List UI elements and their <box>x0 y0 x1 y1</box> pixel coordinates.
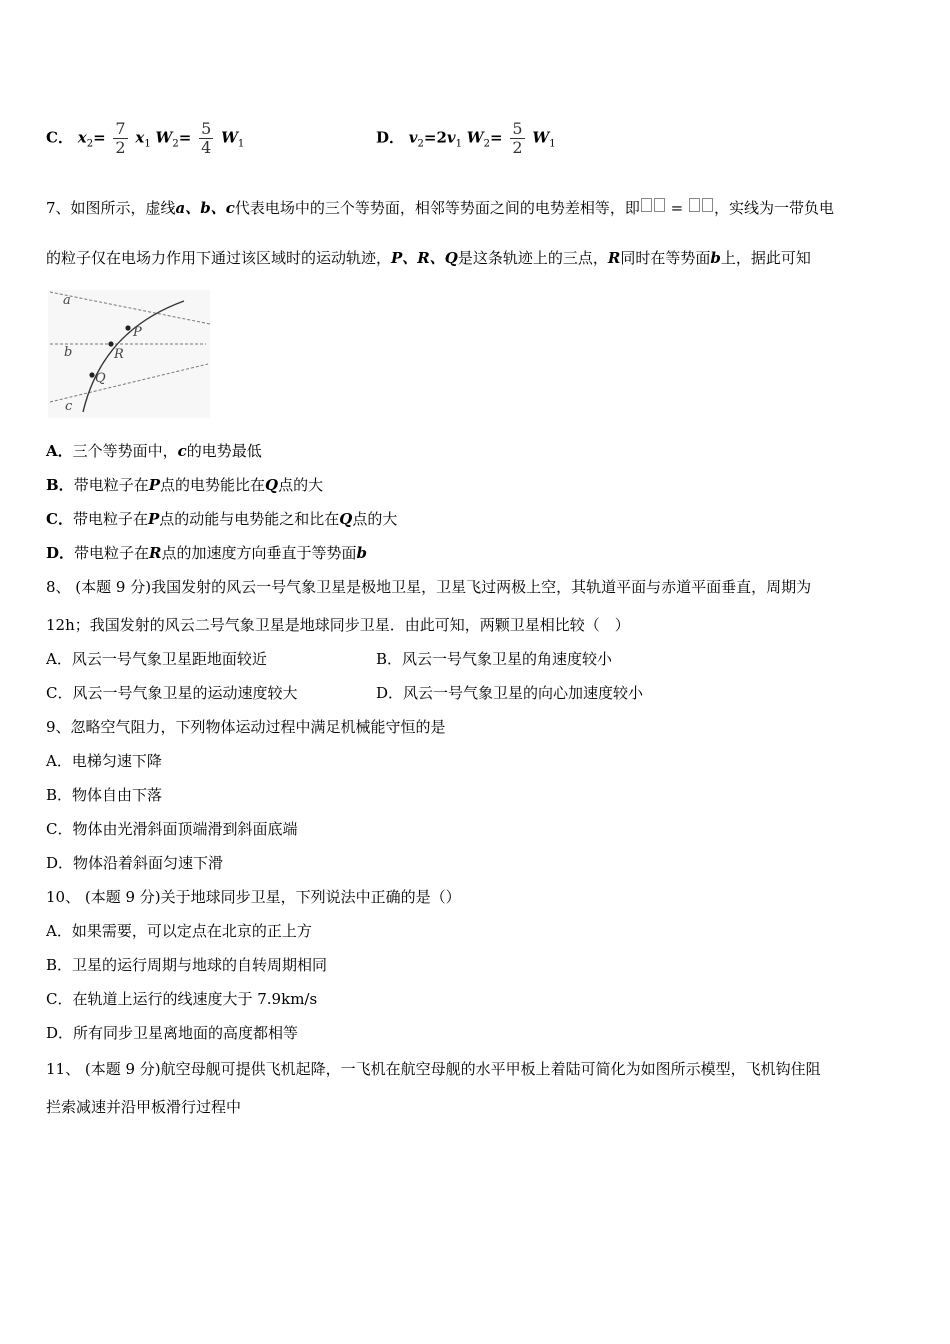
q10-stem: 10、 (本题 9 分)关于地球同步卫星，下列说法中正确的是（） <box>46 888 461 906</box>
q9-option-d: D．物体沿着斜面匀速下滑 <box>46 854 224 872</box>
q8-option-d: D．风云一号气象卫星的向心加速度较小 <box>376 684 644 702</box>
q8-option-b: B．风云一号气象卫星的角速度较小 <box>376 650 613 668</box>
q9-option-b: B．物体自由下落 <box>46 786 163 804</box>
q6-option-c: C． $x_2=$ $\frac{7}{2}$ $x_1$ $W_2=$ $\frac{5}{4}$ $W_1$ <box>46 119 245 157</box>
equipotential-figure <box>48 290 210 418</box>
q8-stem-line2: 12h；我国发射的风云二号气象卫星是地球同步卫星．由此可知，两颗卫星相比较（ ） <box>46 616 630 634</box>
label-q: Q <box>95 371 106 386</box>
fraction-5-2: $\frac{5}{2}$ <box>512 119 523 157</box>
q10-option-c: C．在轨道上运行的线速度大于 7.9km/s <box>46 990 318 1008</box>
q7-stem-line2: 的粒子仅在电场力作用下通过该区域时的运动轨迹，P、R、Q是这条轨迹上的三点，R同时在等势面b上，据此可知 <box>46 249 811 267</box>
label-c: c <box>65 399 73 414</box>
label-a: a <box>63 293 71 308</box>
fraction-5-4: $\frac{5}{4}$ <box>201 119 212 157</box>
q7-option-a: A．三个等势面中，c的电势最低 <box>46 442 262 460</box>
point-r-marker <box>108 341 113 346</box>
q6-option-d: D． $v_2=2v_1$ $W_2=$ $\frac{5}{2}$ $W_1$ <box>376 119 556 157</box>
label-p: P <box>133 325 142 340</box>
q9-stem: 9、忽略空气阻力，下列物体运动过程中满足机械能守恒的是 <box>46 718 446 736</box>
point-p-marker <box>125 325 130 330</box>
q9-option-c: C．物体由光滑斜面顶端滑到斜面底端 <box>46 820 298 838</box>
q7-option-d: D．带电粒子在R点的加速度方向垂直于等势面b <box>46 544 368 562</box>
q8-stem-line1: 8、 (本题 9 分)我国发射的风云一号气象卫星是极地卫星，卫星飞过两极上空，其轨道平面与赤道平面垂直，周期为 <box>46 578 812 596</box>
q7-option-b: B．带电粒子在P点的电势能比在Q点的大 <box>46 476 324 494</box>
label-r: R <box>114 347 124 362</box>
q7-option-c: C．带电粒子在P点的动能与电势能之和比在Q点的大 <box>46 510 398 528</box>
q11-stem-line1: 11、 (本题 9 分)航空母舰可提供飞机起降，一飞机在航空母舰的水平甲板上着陆可简化为如图所示模型，飞机钩住阻 <box>46 1060 821 1078</box>
q7-stem-line1: 7、如图所示，虚线a、b、c代表电场中的三个等势面，相邻等势面之间的电势差相等，即 = ，实线为一带负电 <box>46 199 835 217</box>
q10-option-a: A．如果需要，可以定点在北京的正上方 <box>46 922 312 940</box>
label-b: b <box>64 345 73 360</box>
q10-option-d: D．所有同步卫星离地面的高度都相等 <box>46 1024 299 1042</box>
q11-stem-line2: 拦索减速并沿甲板滑行过程中 <box>46 1098 242 1116</box>
potential-difference-formula-icon: = <box>640 199 714 217</box>
q10-option-b: B．卫星的运行周期与地球的自转周期相同 <box>46 956 328 974</box>
q9-option-a: A．电梯匀速下降 <box>46 752 162 770</box>
q8-option-a: A．风云一号气象卫星距地面较近 <box>46 650 267 668</box>
q8-option-c: C．风云一号气象卫星的运动速度较大 <box>46 684 298 702</box>
point-q-marker <box>89 372 94 377</box>
fraction-7-2: $\frac{7}{2}$ <box>115 119 126 157</box>
